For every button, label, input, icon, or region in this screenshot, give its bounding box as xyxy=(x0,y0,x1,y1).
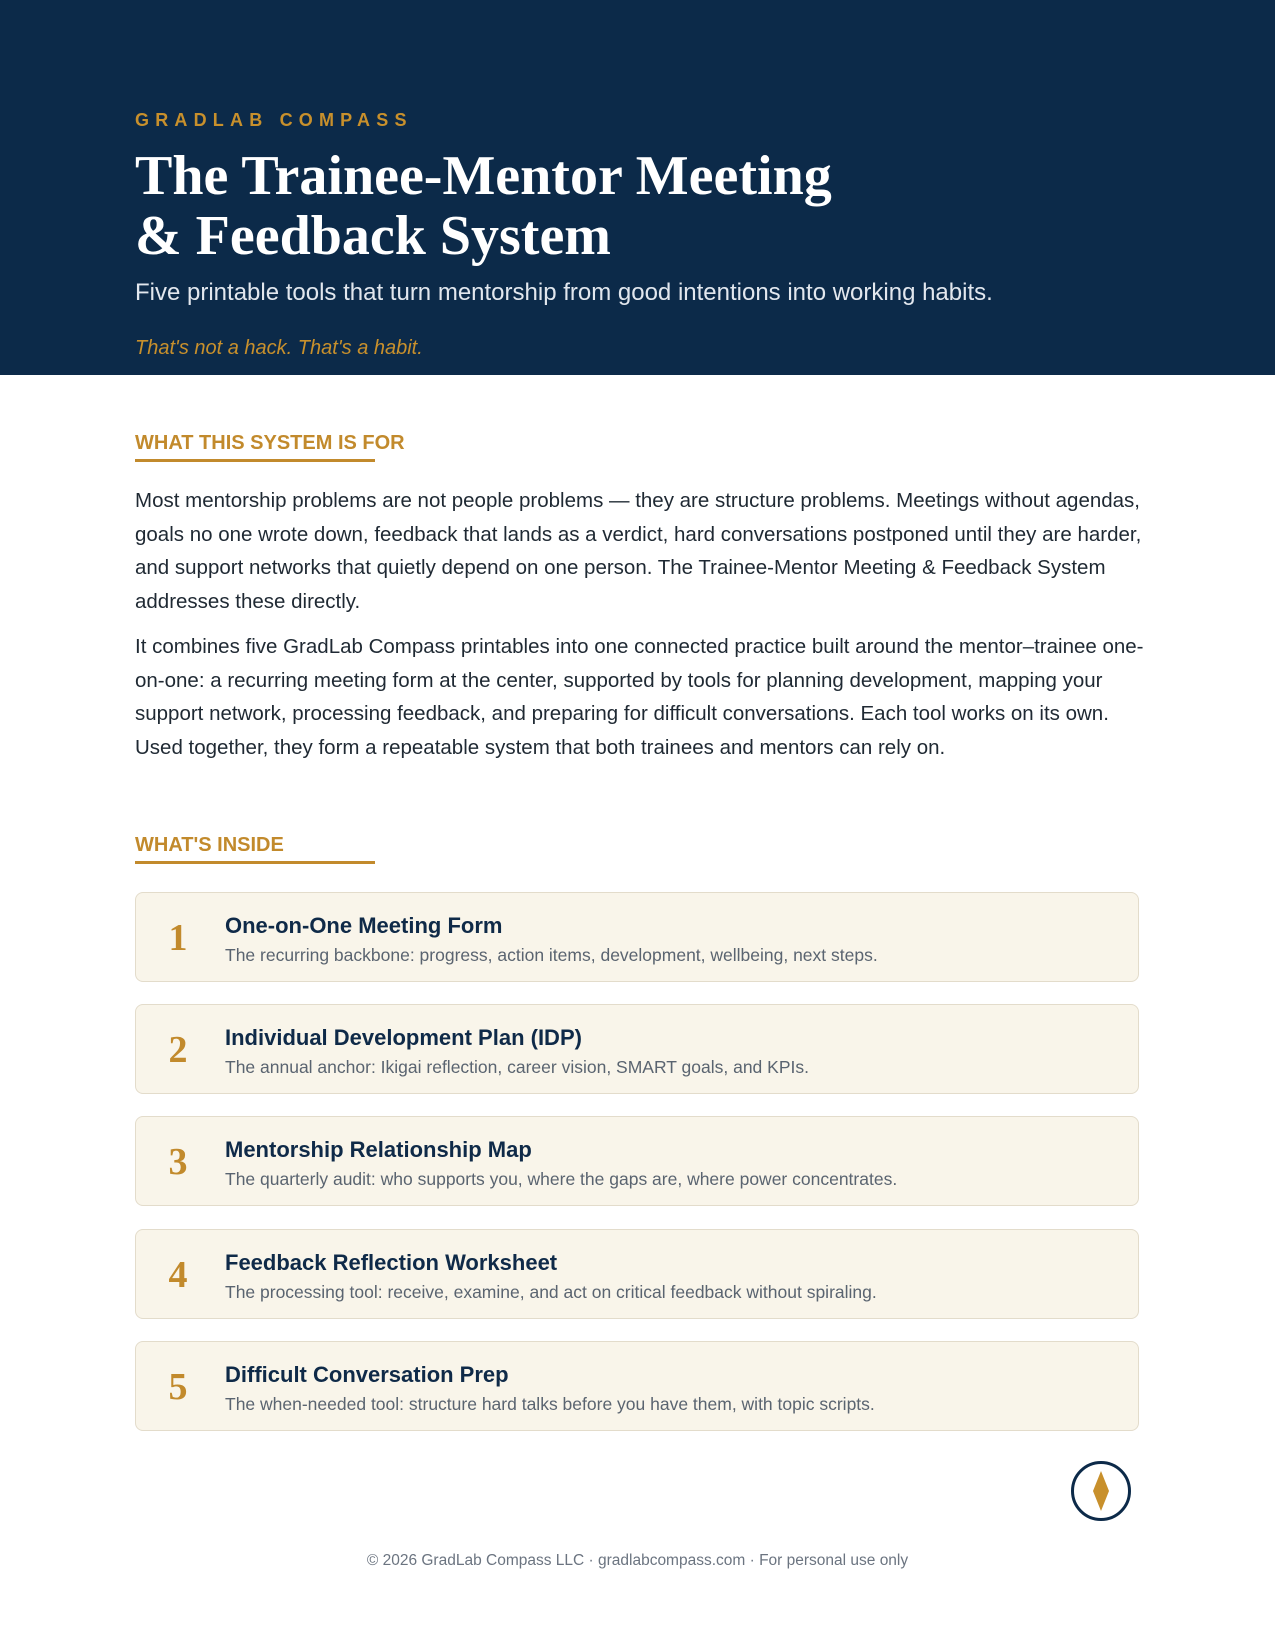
tool-title: Individual Development Plan (IDP) xyxy=(225,1025,582,1050)
title-line-1: The Trainee-Mentor Meeting xyxy=(135,145,832,207)
header-banner xyxy=(0,0,1275,375)
tool-number: 4 xyxy=(168,1254,188,1296)
tool-card-meeting-form xyxy=(135,892,1139,982)
brand-name: GRADLAB COMPASS xyxy=(135,110,413,130)
tool-description: The when-needed tool: structure hard talks before you have them, with topic scripts. xyxy=(225,1394,875,1414)
tool-number: 2 xyxy=(168,1029,188,1071)
tool-title: Difficult Conversation Prep xyxy=(225,1362,509,1387)
tool-title: Mentorship Relationship Map xyxy=(225,1137,532,1162)
section-underline xyxy=(135,861,375,864)
tool-title: Feedback Reflection Worksheet xyxy=(225,1250,558,1275)
section-heading-inside: WHAT'S INSIDE xyxy=(135,834,284,856)
tool-card-relationship-map xyxy=(135,1116,1139,1206)
tool-description: The processing tool: receive, examine, and act on critical feedback without spiraling. xyxy=(225,1282,877,1302)
tool-card-feedback-worksheet xyxy=(135,1229,1139,1319)
tool-description: The recurring backbone: progress, action items, development, wellbeing, next steps. xyxy=(225,945,878,965)
section-underline xyxy=(135,459,375,462)
compass-icon xyxy=(1070,1460,1132,1522)
tool-description: The quarterly audit: who supports you, where the gaps are, where power concentrates. xyxy=(225,1169,898,1189)
tool-number: 1 xyxy=(168,917,188,959)
page-subtitle: Five printable tools that turn mentorship from good intentions into working habits. xyxy=(135,279,993,306)
tool-number: 5 xyxy=(168,1366,188,1408)
tool-card-difficult-conversation xyxy=(135,1341,1139,1431)
tool-description: The annual anchor: Ikigai reflection, career vision, SMART goals, and KPIs. xyxy=(225,1057,809,1077)
purpose-paragraph-1: Most mentorship problems are not people problems — they are structure problems. Meetings without agendas, goals no one wrote down, feedback that lands as a verdict, hard conversations postponed until they are harder, and support networks that quietly depend on one person. The Trainee-Mentor Meeting & Feedback System addresses these directly. xyxy=(135,489,1142,613)
tagline: That's not a hack. That's a habit. xyxy=(135,337,423,359)
section-heading-purpose: WHAT THIS SYSTEM IS FOR xyxy=(135,432,405,454)
purpose-paragraph-2: It combines five GradLab Compass printables into one connected practice built around the mentor–trainee one-on-one: a recurring meeting form at the center, supported by tools for planning development, mapping your support network, processing feedback, and preparing for difficult conversations. Each tool works on its own. Used together, they form a repeatable system that both trainees and mentors can rely on. xyxy=(135,635,1144,759)
tool-title: One-on-One Meeting Form xyxy=(225,913,503,938)
footer-copyright: © 2026 GradLab Compass LLC · gradlabcompass.com · For personal use only xyxy=(366,1552,909,1569)
tool-number: 3 xyxy=(168,1141,188,1183)
tool-card-idp xyxy=(135,1004,1139,1094)
page-title xyxy=(135,146,832,266)
title-line-2: & Feedback System xyxy=(135,205,611,267)
